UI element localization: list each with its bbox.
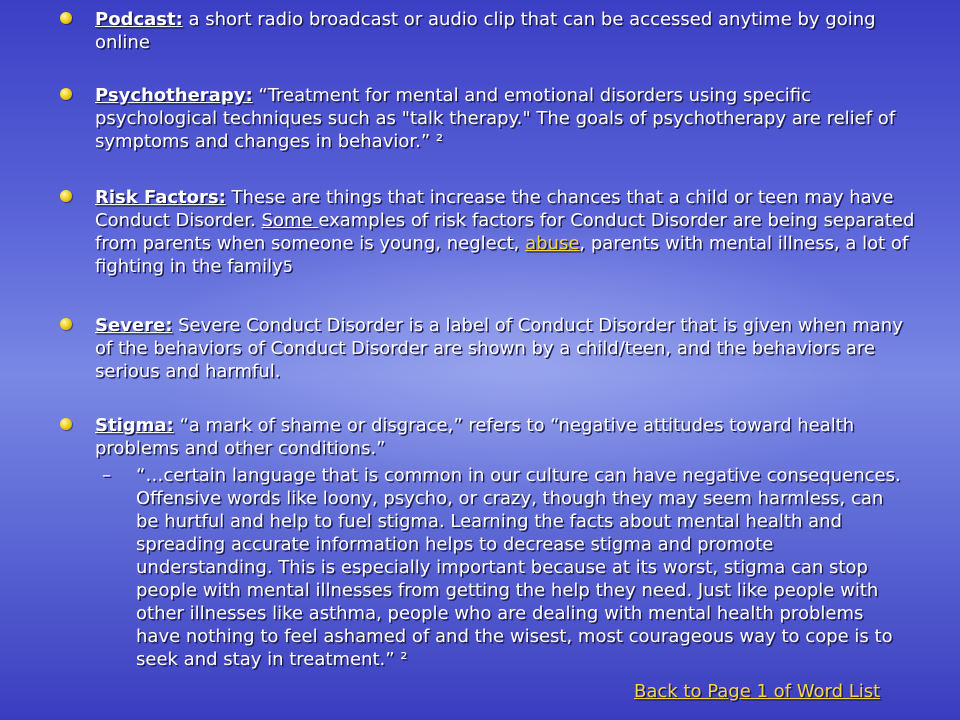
definition-text: Severe Conduct Disorder is a label of Conduct Disorder that is given when many of the behaviors of Conduct Disorder are shown by a child/teen, and the behaviors are serious and harmful. xyxy=(95,315,903,382)
definition-text: These are things that increase the chances that a child or teen may have Conduct Disorder. xyxy=(95,187,894,231)
definition-text: “a mark of shame or disgrace,” refers to “negative attitudes toward health problems and other conditions.” xyxy=(95,415,855,459)
abuse-link[interactable]: abuse xyxy=(525,233,580,254)
footnote-marker: 5 xyxy=(282,257,293,276)
entry-text xyxy=(95,414,915,460)
entry-severe xyxy=(60,314,920,383)
term-label: Risk Factors: xyxy=(95,187,226,208)
entry-risk-factors xyxy=(60,186,920,278)
entry-text xyxy=(95,8,915,54)
bullet-icon xyxy=(60,88,72,100)
dash-marker: – xyxy=(102,465,111,486)
entry-psychotherapy xyxy=(60,84,920,153)
term-label: Stigma: xyxy=(95,415,174,436)
term-label: Severe: xyxy=(95,315,173,336)
quote-text: “…certain language that is common in our culture can have negative consequences. Offensive words like loony, psycho, or crazy, though they may seem harmless, can be hurtful and help to fuel stigma. Learning the facts about mental health and spreading accurate information helps to decrease stigma and promote understanding. This is especially important because at its worst, stigma can stop people with mental illnesses from getting the help they need. Just like people with other illnesses like asthma, people who are dealing with mental health problems have nothing to feel ashamed of and the wisest, most courageous way to cope is to seek and stay in treatment.” ² xyxy=(136,465,901,670)
entry-text xyxy=(95,314,915,383)
back-to-word-list-link[interactable]: Back to Page 1 of Word List xyxy=(634,681,881,702)
term-label: Psychotherapy: xyxy=(95,85,253,106)
definition-text: , parents with mental illness, a lot of fighting in the family xyxy=(95,233,909,277)
entry-podcast xyxy=(60,8,920,54)
bullet-icon xyxy=(60,318,72,330)
entry-stigma xyxy=(60,414,920,460)
stigma-quote xyxy=(102,464,902,671)
entry-text xyxy=(95,84,915,153)
bullet-icon xyxy=(60,190,72,202)
entry-text xyxy=(95,186,915,278)
term-label: Podcast: xyxy=(95,9,183,30)
definition-text: “Treatment for mental and emotional disorders using specific psychological techniques such as "talk therapy." The goals of psychotherapy are relief of symptoms and changes in behavior.” ² xyxy=(95,85,896,152)
definition-text: a short radio broadcast or audio clip that can be accessed anytime by going online xyxy=(95,9,876,53)
bullet-icon xyxy=(60,12,72,24)
bullet-icon xyxy=(60,418,72,430)
underlined-word: Some xyxy=(261,210,319,231)
definition-text: examples of risk factors for Conduct Disorder are being separated from parents when someone is young, neglect, xyxy=(95,210,915,254)
